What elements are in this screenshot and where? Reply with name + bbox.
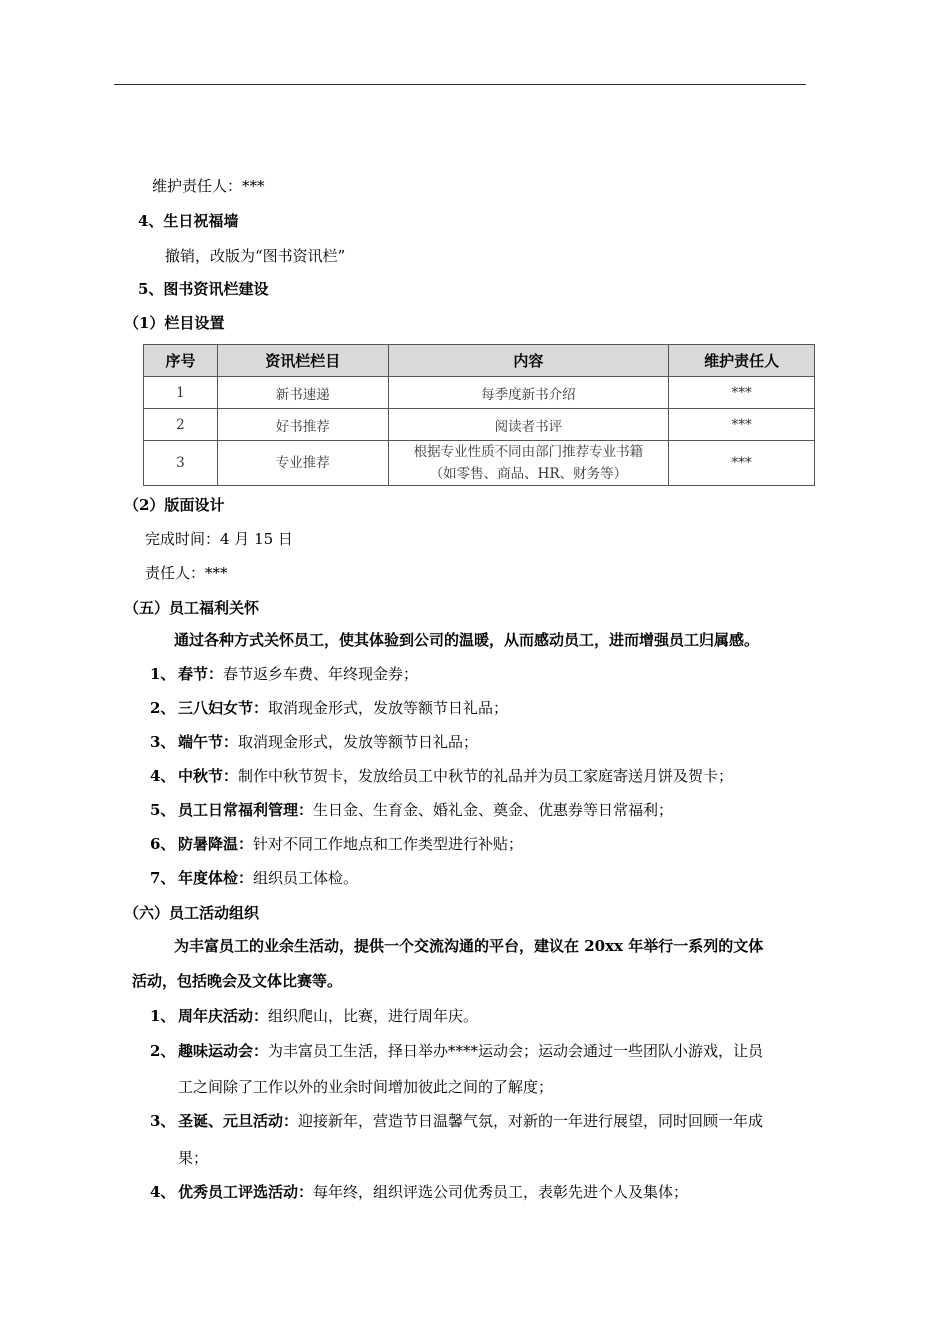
cell-column: 好书推荐 (217, 409, 388, 441)
table-row (144, 441, 815, 486)
item-text: 取消现金形式，发放等额节日礼品； (268, 699, 509, 717)
subheading-layout-design: （2）版面设计 (124, 496, 225, 514)
item-label: 端午节： (178, 733, 239, 751)
item-number: 4、 (150, 1183, 176, 1201)
item-label: 优秀员工评选活动： (178, 1183, 314, 1201)
item-text: 每年终，组织评选公司优秀员工，表彰先进个人及集体； (313, 1183, 689, 1201)
item-label: 周年庆活动： (178, 1007, 269, 1025)
activities-intro-line1: 为丰富员工的业余生活动，提供一个交流沟通的平台，建议在 20xx 年举行一系列的文体 (174, 937, 764, 955)
col-header-owner: 维护责任人 (669, 345, 815, 377)
cell-column: 新书速递 (217, 377, 388, 409)
item-label: 防暑降温： (178, 835, 254, 853)
item-label: 年度体检： (178, 869, 254, 887)
list-item (150, 732, 478, 752)
section-heading-book-board: 5、图书资讯栏建设 (138, 280, 269, 298)
item-text: 为丰富员工生活，择日举办****运动会；运动会通过一些团队小游戏，让员 (268, 1042, 764, 1060)
item-number: 1、 (150, 1007, 176, 1025)
section-heading-birthday-wall: 4、生日祝福墙 (138, 212, 239, 230)
item-text: 取消现金形式，发放等额节日礼品； (238, 733, 479, 751)
maintainer-line: 维护责任人：*** (152, 177, 265, 195)
item-text: 制作中秋节贺卡，发放给员工中秋节的礼品并为员工家庭寄送月饼及贺卡； (238, 767, 734, 785)
cell-owner: *** (669, 441, 815, 486)
item-label: 趣味运动会： (178, 1042, 269, 1060)
birthday-wall-note: 撤销，改版为“图书资讯栏” (165, 247, 346, 265)
list-item (150, 1006, 478, 1026)
list-item (150, 1182, 688, 1202)
table-row (144, 409, 815, 441)
list-item (150, 800, 673, 820)
item-number: 2、 (150, 699, 176, 717)
cell-column: 专业推荐 (217, 441, 388, 486)
subheading-column-setup: （1）栏目设置 (124, 314, 225, 332)
list-item (150, 766, 733, 786)
activities-intro-line2: 活动，包括晚会及文体比赛等。 (132, 972, 343, 990)
list-item (150, 1111, 763, 1131)
layout-owner: 责任人：*** (145, 564, 228, 582)
header-rule (114, 84, 806, 85)
list-item (150, 834, 523, 854)
item-number: 3、 (150, 733, 176, 751)
col-header-no: 序号 (144, 345, 218, 377)
table-row (144, 377, 815, 409)
item-number: 3、 (150, 1112, 176, 1130)
list-item (150, 868, 358, 888)
section-heading-welfare: （五）员工福利关怀 (124, 599, 260, 617)
cell-owner: *** (669, 377, 815, 409)
item-number: 4、 (150, 767, 176, 785)
cell-no: 3 (144, 441, 218, 486)
item-label: 员工日常福利管理： (178, 801, 314, 819)
item-label: 春节： (178, 665, 224, 683)
item-text: 生日金、生育金、婚礼金、奠金、优惠券等日常福利； (313, 801, 674, 819)
section-heading-activities: （六）员工活动组织 (124, 904, 260, 922)
item-text: 组织员工体检。 (253, 869, 359, 887)
col-header-column: 资讯栏栏目 (217, 345, 388, 377)
cell-no: 2 (144, 409, 218, 441)
item-text: 组织爬山，比赛，进行周年庆。 (268, 1007, 479, 1025)
cell-content (388, 441, 669, 486)
item-number: 7、 (150, 869, 176, 887)
item-number: 2、 (150, 1042, 176, 1060)
item-label: 中秋节： (178, 767, 239, 785)
cell-content: 阅读者书评 (388, 409, 669, 441)
list-item (150, 664, 418, 684)
item-number: 6、 (150, 835, 176, 853)
item-label: 三八妇女节： (178, 699, 269, 717)
book-board-table (143, 344, 815, 486)
cell-content-line1: 根据专业性质不同由部门推荐专业书籍 (413, 444, 644, 460)
welfare-intro: 通过各种方式关怀员工，使其体验到公司的温暖，从而感动员工，进而增强员工归属感。 (174, 631, 760, 649)
table-header-row (144, 345, 815, 377)
item-text: 迎接新年，营造节日温馨气氛，对新的一年进行展望，同时回顾一年成 (298, 1112, 764, 1130)
item-text: 春节返乡车费、年终现金券； (223, 665, 419, 683)
list-item (150, 698, 508, 718)
cell-content-line2: （如零售、商品、HR、财务等） (429, 466, 628, 482)
cell-no: 1 (144, 377, 218, 409)
list-item (150, 1041, 763, 1061)
item-number: 5、 (150, 801, 176, 819)
item-number: 1、 (150, 665, 176, 683)
col-header-content: 内容 (388, 345, 669, 377)
list-item-continuation: 工之间除了工作以外的业余时间增加彼此之间的了解度； (178, 1078, 554, 1096)
item-text: 针对不同工作地点和工作类型进行补贴； (253, 835, 524, 853)
completion-date: 完成时间：4 月 15 日 (145, 530, 293, 548)
cell-content: 每季度新书介绍 (388, 377, 669, 409)
list-item-continuation: 果； (178, 1149, 209, 1167)
item-label: 圣诞、元旦活动： (178, 1112, 299, 1130)
cell-owner: *** (669, 409, 815, 441)
